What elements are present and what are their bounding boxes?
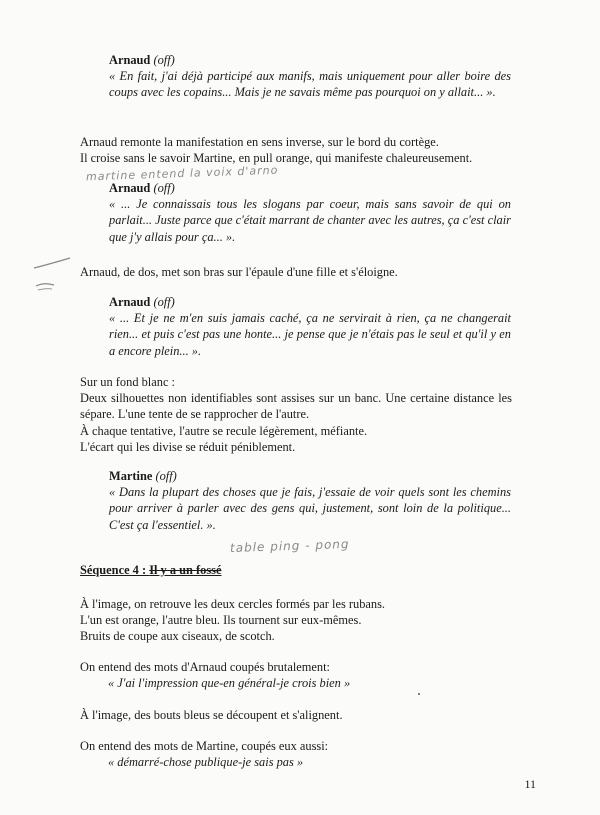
narration-line: On entend des mots d'Arnaud coupés brutalement: — [80, 660, 330, 674]
narration-3 — [80, 374, 512, 455]
margin-pencil-mark — [30, 254, 74, 294]
narration-5 — [80, 659, 540, 691]
narration-paragraph: Deux silhouettes non identifiables sont assises sur un banc. Une certaine distance les sépare. L'une tente de se rapprocher de l'autre. — [80, 391, 512, 422]
dialogue-quote: « En fait, j'ai déjà participé aux manifs, mais uniquement pour aller boire des coups avec les copains... Mais je ne savais même pas pourquoi on y allait... ». — [109, 69, 511, 100]
speaker-label: Arnaud — [109, 181, 151, 195]
speaker-name — [109, 294, 511, 310]
page-number: 11 — [524, 777, 536, 791]
narration-line: À l'image, on retrouve les deux cercles formés par les rubans. — [80, 597, 386, 611]
sequence-heading — [80, 562, 221, 578]
speaker-label: Arnaud — [109, 295, 151, 309]
narration-7 — [80, 738, 540, 770]
narration-line: Arnaud, de dos, met son bras sur l'épaule d'une fille et s'éloigne. — [80, 265, 398, 279]
narration-line: L'écart qui les divise se réduit péniblement. — [80, 439, 296, 454]
dialogue-block-arnaud-3 — [109, 294, 511, 359]
handwritten-annotation: martine entend la voix d'arno — [85, 163, 279, 184]
narration-2 — [80, 264, 540, 280]
narration-6 — [80, 707, 540, 723]
narration-line: On entend des mots de Martine, coupés eux aussi: — [80, 739, 329, 753]
narration-line: Sur un fond blanc : — [80, 375, 175, 389]
sequence-prefix: Séquence 4 : — [80, 563, 150, 577]
off-label: (off) — [153, 53, 175, 67]
speaker-label: Martine — [109, 469, 153, 483]
dialogue-quote: « ... Et je ne m'en suis jamais caché, ça ne servirait à rien, ça ne changerait rien... et puis c'est pas une honte... je pense que je n'étais pas le seul et qu'il y en a encore plein... ». — [109, 311, 511, 358]
handwritten-annotation: table ping - pong — [229, 536, 350, 556]
speaker-name — [109, 180, 511, 196]
narration-line: L'un est orange, l'autre bleu. Ils tournent sur eux-mêmes. — [80, 613, 362, 628]
stray-dot — [418, 693, 420, 695]
sequence-title-struck: Il y a un fossé — [149, 563, 222, 577]
narration-line: Arnaud remonte la manifestation en sens inverse, sur le bord du cortège. — [80, 135, 439, 149]
narration-line: Il croise sans le savoir Martine, en pull orange, qui manifeste chaleureusement. — [80, 151, 473, 166]
dialogue-block-arnaud-2 — [109, 180, 511, 245]
cut-words-quote: « J'ai l'impression que-en général-je crois bien » — [108, 676, 351, 691]
off-label: (off) — [153, 295, 175, 309]
dialogue-block-martine — [109, 468, 511, 533]
narration-line: À l'image, des bouts bleus se découpent et s'alignent. — [80, 708, 343, 722]
dialogue-block-arnaud-1 — [109, 52, 511, 101]
speaker-name — [109, 468, 511, 484]
dialogue-quote: « Dans la plupart des choses que je fais, j'essaie de voir quels sont les chemins pour arriver à parler avec des gens qui, justement, sont loin de la politique... C'est ça l'essentiel. ». — [109, 485, 511, 532]
off-label: (off) — [155, 469, 177, 483]
narration-4 — [80, 596, 540, 645]
dialogue-quote: « ... Je connaissais tous les slogans par coeur, mais sans savoir de qui on parlait... Juste parce que c'était marrant de chanter avec les autres, ça c'est clair que j'y allais pour ça... ». — [109, 197, 511, 244]
narration-line: Bruits de coupe aux ciseaux, de scotch. — [80, 629, 275, 644]
narration-line: À chaque tentative, l'autre se recule légèrement, méfiante. — [80, 423, 368, 438]
cut-words-quote: « démarré-chose publique-je sais pas » — [108, 755, 304, 770]
speaker-label: Arnaud — [109, 53, 151, 67]
speaker-name — [109, 52, 511, 68]
narration-1 — [80, 134, 540, 166]
off-label: (off) — [153, 181, 175, 195]
